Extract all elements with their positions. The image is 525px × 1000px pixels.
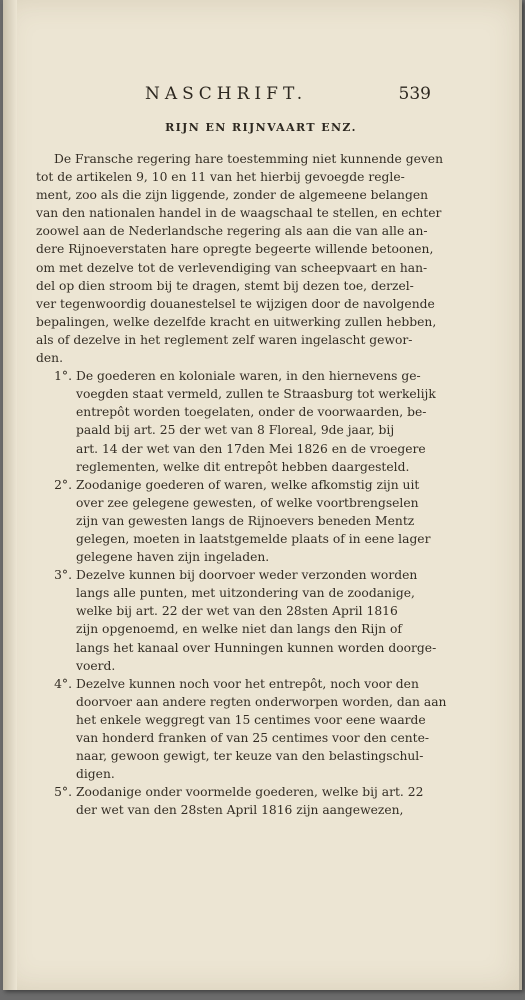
item-text-line: langs alle punten, met uitzondering van de zoodanige, bbox=[76, 586, 415, 601]
text-line: om met dezelve tot de verlevendiging van scheepvaart en han- bbox=[36, 260, 428, 275]
item-text-line: De goederen en koloniale waren, in den hiernevens ge- bbox=[76, 369, 421, 384]
text-line: den. bbox=[36, 351, 63, 366]
item-text-line: van honderd franken of van 25 centimes voor den cente- bbox=[76, 731, 430, 745]
item-text-line: Dezelve kunnen noch voor het entrepôt, noch voor den bbox=[76, 676, 419, 691]
item-text-line: zijn van gewesten langs de Rijnoevers beneden Mentz bbox=[76, 513, 415, 528]
text-line: zoowel aan de Nederlandsche regering als aan die van alle an- bbox=[36, 224, 428, 239]
text-line: tot de artikelen 9, 10 en 11 van het hierbij gevoegde regle- bbox=[36, 170, 405, 185]
running-title: NASCHRIFT. bbox=[145, 84, 308, 104]
item-text-line: voerd. bbox=[76, 658, 116, 673]
page-number: 539 bbox=[398, 84, 431, 104]
item-text-line: doorvoer aan andere regten onderworpen worden, dan aan bbox=[76, 694, 447, 709]
numbered-item bbox=[36, 783, 429, 819]
item-text-line: naar, gewoon gewigt, ter keuze van den belastingschul- bbox=[76, 749, 424, 764]
item-text-line: gelegene haven zijn ingeladen. bbox=[76, 550, 270, 565]
item-text-line: art. 14 der wet van den 17den Mei 1826 en de vroegere bbox=[76, 441, 426, 456]
item-text-line: paald bij art. 25 der wet van 8 Floreal, 9de jaar, bij bbox=[76, 423, 395, 438]
item-number: 2°. bbox=[54, 477, 72, 492]
item-text-line: langs het kanaal over Hunningen kunnen worden doorge- bbox=[76, 640, 437, 655]
item-text-line: gelegen, moeten in laatstgemelde plaats of in eene lager bbox=[76, 531, 431, 546]
page-gutter bbox=[3, 0, 17, 990]
item-text-line: Zoodanige onder voormelde goederen, welke bij art. 22 bbox=[76, 785, 424, 800]
item-text-line: het enkele weggregt van 15 centimes voor eene waarde bbox=[76, 712, 426, 727]
item-text-line: voegden staat vermeld, zullen te Straasburg tot werkelijk bbox=[76, 387, 436, 402]
item-number: 1°. bbox=[54, 369, 72, 384]
item-text-line: Dezelve kunnen bij doorvoer weder verzonden worden bbox=[76, 568, 418, 583]
numbered-item bbox=[36, 476, 429, 566]
item-text-line: Zoodanige goederen of waren, welke afkomstig zijn uit bbox=[76, 477, 420, 492]
text-line: als of dezelve in het reglement zelf waren ingelascht gewor- bbox=[36, 332, 413, 347]
item-text-line: reglementen, welke dit entrepôt hebben daargesteld. bbox=[76, 459, 410, 474]
item-text-line: zijn opgenoemd, en welke niet dan langs den Rijn of bbox=[76, 622, 402, 637]
text-line: dere Rijnoeverstaten hare opregte begeerte willende betoonen, bbox=[36, 242, 434, 257]
numbered-item bbox=[36, 566, 437, 675]
running-head bbox=[63, 82, 431, 108]
book-page bbox=[3, 0, 522, 990]
item-number: 5°. bbox=[54, 785, 72, 800]
text-line: ver tegenwoordig douanestelsel te wijzigen door de navolgende bbox=[36, 296, 435, 311]
text-line: De Fransche regering hare toestemming niet kunnende geven bbox=[54, 152, 443, 166]
item-text-line: entrepôt worden toegelaten, onder de voorwaarden, be- bbox=[76, 405, 427, 420]
item-text-line: der wet van den 28sten April 1816 zijn aangewezen, bbox=[76, 803, 404, 818]
numbered-item bbox=[36, 367, 436, 476]
text-line: van den nationalen handel in de waagschaal te stellen, en echter bbox=[36, 206, 442, 221]
text-line: ment, zoo als die zijn liggende, zonder de algemeene belangen bbox=[36, 188, 429, 203]
item-text-line: digen. bbox=[76, 767, 115, 782]
item-number: 3°. bbox=[54, 568, 72, 583]
numbered-item bbox=[36, 675, 447, 784]
text-line: del op dien stroom bij te dragen, stemt bij dezen toe, derzel- bbox=[36, 278, 414, 293]
item-text-line: over zee gelegene gewesten, of welke voortbrengselen bbox=[76, 495, 419, 510]
item-text-line: welke bij art. 22 der wet van den 28sten April 1816 bbox=[76, 604, 398, 619]
section-title: RIJN EN RIJNVAART ENZ. bbox=[165, 121, 357, 134]
text-line: bepalingen, welke dezelfde kracht en uitwerking zullen hebben, bbox=[36, 314, 437, 329]
item-number: 4°. bbox=[54, 676, 72, 691]
body-text bbox=[36, 150, 447, 819]
